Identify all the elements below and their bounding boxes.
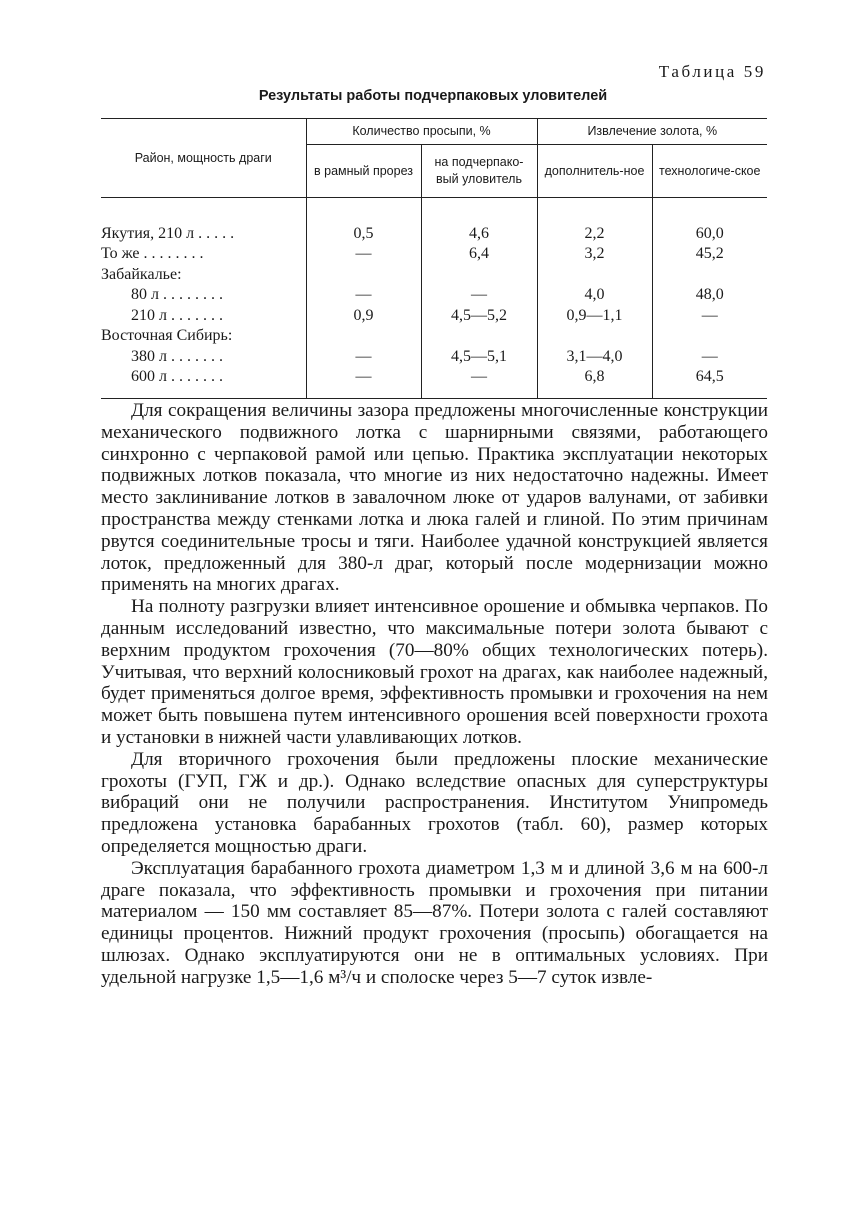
table-number-label: Таблица 59 bbox=[658, 62, 766, 81]
region-cell: 80 л . . . . . . . . bbox=[131, 286, 223, 303]
results-table bbox=[101, 118, 767, 399]
header-catcher-label: на подчерпако-вый уловитель bbox=[434, 155, 524, 186]
table-row bbox=[101, 325, 767, 346]
catcher-cell: — bbox=[421, 284, 537, 305]
additional-cell: 0,9—1,1 bbox=[537, 304, 652, 325]
header-region: Район, мощность драги bbox=[134, 150, 272, 165]
body-text bbox=[101, 400, 768, 989]
region-cell: 600 л . . . . . . . bbox=[131, 368, 223, 385]
header-additional bbox=[537, 145, 652, 198]
header-group-recovery: Извлечение золота, % bbox=[537, 119, 767, 145]
catcher-cell bbox=[421, 263, 537, 284]
paragraph: Для вторичного грохочения были предложены плоские механические грохоты (ГУП, ГЖ и др.). Однако вследствие опасных для суперструктуры вибраций они не получили распространения. Институтом Унипромедь предложена установка барабанных грохотов (табл. 60), размер которых определяется мощностью драги. bbox=[101, 748, 768, 857]
additional-cell: 4,0 bbox=[537, 284, 652, 305]
technological-cell: 45,2 bbox=[652, 243, 767, 264]
additional-cell bbox=[537, 325, 652, 346]
region-group-cell: Забайкалье: bbox=[101, 265, 182, 283]
catcher-cell: — bbox=[421, 366, 537, 399]
additional-cell bbox=[537, 263, 652, 284]
technological-cell: 48,0 bbox=[652, 284, 767, 305]
frame-cell bbox=[306, 325, 421, 346]
additional-cell: 3,2 bbox=[537, 243, 652, 264]
technological-cell: 60,0 bbox=[652, 222, 767, 243]
table-row bbox=[101, 284, 767, 305]
header-frame-label: в рамный прорез bbox=[314, 163, 413, 178]
frame-cell: — bbox=[306, 366, 421, 399]
header-technological-label: технологиче-ское bbox=[659, 163, 761, 178]
header-catcher bbox=[421, 145, 537, 198]
header-group-spillage: Количество просыпи, % bbox=[306, 119, 537, 145]
region-cell: 380 л . . . . . . . bbox=[131, 347, 223, 365]
catcher-cell: 4,6 bbox=[421, 222, 537, 243]
header-additional-label: дополнитель-ное bbox=[544, 163, 645, 178]
spacer-cell bbox=[101, 198, 306, 223]
region-cell: 210 л . . . . . . . bbox=[131, 306, 223, 324]
technological-cell bbox=[652, 325, 767, 346]
region-group-cell: Восточная Сибирь: bbox=[101, 327, 233, 344]
technological-cell: — bbox=[652, 304, 767, 325]
technological-cell: 64,5 bbox=[652, 366, 767, 399]
catcher-cell bbox=[421, 325, 537, 346]
additional-cell: 2,2 bbox=[537, 222, 652, 243]
paragraph: Для сокращения величины зазора предложены многочисленные конструкции механического подвижного лотка с шарнирными связями, работающего синхронно с черпаковой рамой или цепью. Практика эксплуатации некоторых подвижных лотков показала, что многие из них недостаточно надежны. Имеет место заклинивание лотков в завалочном люке от ударов валунами, от забивки пространства между стенками лотка и люка галей и глиной. По этим причинам рвутся соединительные тросы и тяги. Наиболее удачной конструкцией является лоток, предложенный для 380-л драг, который после модернизации можно применять на многих драгах. bbox=[101, 400, 768, 596]
region-cell: То же . . . . . . . . bbox=[101, 245, 204, 262]
catcher-cell: 4,5—5,1 bbox=[421, 345, 537, 366]
frame-cell: — bbox=[306, 345, 421, 366]
frame-cell: — bbox=[306, 284, 421, 305]
catcher-cell: 4,5—5,2 bbox=[421, 304, 537, 325]
header-technological bbox=[652, 145, 767, 198]
additional-cell: 6,8 bbox=[537, 366, 652, 399]
frame-cell: 0,9 bbox=[306, 304, 421, 325]
additional-cell: 3,1—4,0 bbox=[537, 345, 652, 366]
table-row bbox=[101, 243, 767, 264]
catcher-cell: 6,4 bbox=[421, 243, 537, 264]
spacer-cell bbox=[306, 198, 421, 223]
paragraph: На полноту разгрузки влияет интенсивное орошение и обмывка черпаков. По данным исследований известно, что максимальные потери золота бывают с верхним продуктом грохочения (70—80% общих технологических потерь). Учитывая, что верхний колосниковый грохот на драгах, как наиболее надежный, будет применяться долгое время, эффективность промывки и грохочения на нем может быть повышена путем интенсивного орошения всей поверхности грохота и установки в нижней части улавливающих лотков. bbox=[101, 596, 768, 748]
table-row bbox=[101, 263, 767, 284]
spacer-cell bbox=[421, 198, 537, 223]
technological-cell bbox=[652, 263, 767, 284]
table-caption: Результаты работы подчерпаковых уловителей bbox=[258, 88, 608, 104]
frame-cell bbox=[306, 263, 421, 284]
spacer-cell bbox=[537, 198, 652, 223]
frame-cell: — bbox=[306, 243, 421, 264]
technological-cell: — bbox=[652, 345, 767, 366]
table-row bbox=[101, 345, 767, 366]
table-row bbox=[101, 222, 767, 243]
table-spacer-row bbox=[101, 198, 767, 223]
table-row bbox=[101, 304, 767, 325]
paragraph: Эксплуатация барабанного грохота диаметром 1,3 м и длиной 3,6 м на 600-л драге показала, что эффективность промывки и грохочения при питании материалом — 150 мм составляет 85—87%. Потери золота с галей составляют единицы процентов. Нижний продукт грохочения (просыпь) обогащается на шлюзах. Однако эксплуатируются они не в оптимальных условиях. При удельной нагрузке 1,5—1,6 м³/ч и сполоске через 5—7 суток извле- bbox=[101, 857, 768, 988]
spacer-cell bbox=[652, 198, 767, 223]
header-frame bbox=[306, 145, 421, 198]
table-row bbox=[101, 366, 767, 399]
frame-cell: 0,5 bbox=[306, 222, 421, 243]
region-cell: Якутия, 210 л . . . . . bbox=[101, 224, 235, 242]
